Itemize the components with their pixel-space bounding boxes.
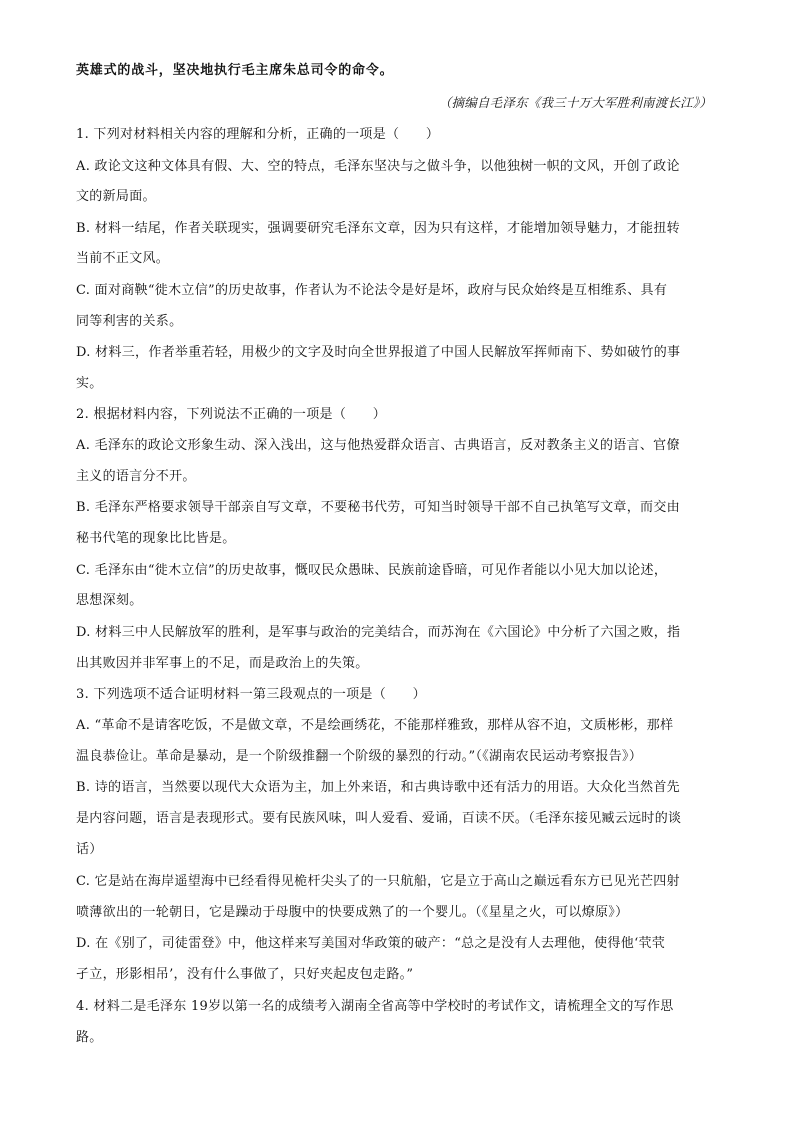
q3-option-a-line-2: 温良恭俭让。革命是暴动，是一个阶级推翻一个阶级的暴烈的行动。”（《湖南农民运动考察报告》） <box>76 749 643 764</box>
q2-option-d-line-2: 出其败因并非军事上的不足，而是政治上的失策。 <box>76 656 369 671</box>
q1-option-a-line-2: 文的新局面。 <box>76 189 156 204</box>
q2-option-c-line-1: C. 毛泽东由“徙木立信”的历史故事，慨叹民众愚昧、民族前途昏暗，可见作者能以小见大加以论述， <box>76 563 668 578</box>
q2-option-a-line-2: 主义的语言分不开。 <box>76 469 196 484</box>
q1-option-c-line-2: 同等利害的关系。 <box>76 314 183 329</box>
q3-option-c-line-1: C. 它是站在海岸遥望海中已经看得见桅杆尖头了的一只航船，它是立于高山之巅远看东方已见光芒四射 <box>76 874 680 889</box>
q3-option-c-line-2: 喷薄欲出的一轮朝日，它是躁动于母腹中的快要成熟了的一个婴儿。（《星星之火，可以燎原》） <box>76 905 629 920</box>
q1-option-a-line-1: A. 政论文这种文体具有假、大、空的特点，毛泽东坚决与之做斗争，以他独树一帜的文风，开创了政论 <box>76 159 680 174</box>
question-4-stem-continued: 路。 <box>76 1030 103 1045</box>
question-3-stem: 3. 下列选项不适合证明材料一第三段观点的一项是（ ） <box>76 687 426 702</box>
passage-source: （摘编自毛泽东《我三十万大军胜利南渡长江》） <box>438 95 712 110</box>
q3-option-b-line-2: 是内容问题，语言是表现形式。要有民族风味，叫人爱看、爱诵，百读不厌。（毛泽东接见臧云远时的谈 <box>76 811 682 826</box>
q3-option-a-line-1: A. “革命不是请客吃饭，不是做文章，不是绘画绣花，不能那样雅致，那样从容不迫，文质彬彬，那样 <box>76 718 674 733</box>
q1-option-d-line-1: D. 材料三，作者举重若轻，用极少的文字及时向全世界报道了中国人民解放军挥师南下、势如破竹的事 <box>76 345 681 360</box>
question-2-stem: 2. 根据材料内容，下列说法不正确的一项是（ ） <box>76 407 387 422</box>
q2-option-b-line-1: B. 毛泽东严格要求领导干部亲自写文章，不要秘书代劳，可知当时领导干部不自己执笔写文章，而交由 <box>76 500 680 515</box>
q1-option-c-line-1: C. 面对商鞅“徙木立信”的历史故事，作者认为不论法令是好是坏，政府与民众始终是互相维系、具有 <box>76 283 668 298</box>
question-4-stem: 4. 材料二是毛泽东 19岁以第一名的成绩考入湖南全省高等中学校时的考试作文，请梳理全文的写作思 <box>76 999 674 1014</box>
q3-option-b-line-1: B. 诗的语言，当然要以现代大众语为主，加上外来语，和古典诗歌中还有活力的用语。大众化当然首先 <box>76 780 680 795</box>
q3-option-d-line-2: 孑立，形影相吊’，没有什么事做了，只好夹起皮包走路。” <box>76 967 414 982</box>
q2-option-a-line-1: A. 毛泽东的政论文形象生动、深入浅出，这与他热爱群众语言、古典语言，反对教条主义的语言、官僚 <box>76 438 680 453</box>
q2-option-d-line-1: D. 材料三中人民解放军的胜利，是军事与政治的完美结合，而苏洵在《六国论》中分析了六国之败，指 <box>76 625 681 640</box>
q2-option-b-line-2: 秘书代笔的现象比比皆是。 <box>76 531 236 546</box>
q3-option-d-line-1: D. 在《别了，司徒雷登》中，他这样来写美国对华政策的破产：“总之是没有人去理他，使得他‘茕茕 <box>76 936 666 951</box>
passage-closing-line: 英雄式的战斗，坚决地执行毛主席朱总司令的命令。 <box>76 63 394 78</box>
q1-option-b-line-2: 当前不正文风。 <box>76 251 170 266</box>
q1-option-d-line-2: 实。 <box>76 376 103 391</box>
q1-option-b-line-1: B. 材料一结尾，作者关联现实，强调要研究毛泽东文章，因为只有这样，才能增加领导魅力，才能扭转 <box>76 221 680 236</box>
question-1-stem: 1. 下列对材料相关内容的理解和分析，正确的一项是（ ） <box>76 127 440 142</box>
q3-option-b-line-3: 话） <box>76 842 103 857</box>
q2-option-c-line-2: 思想深刻。 <box>76 593 143 608</box>
